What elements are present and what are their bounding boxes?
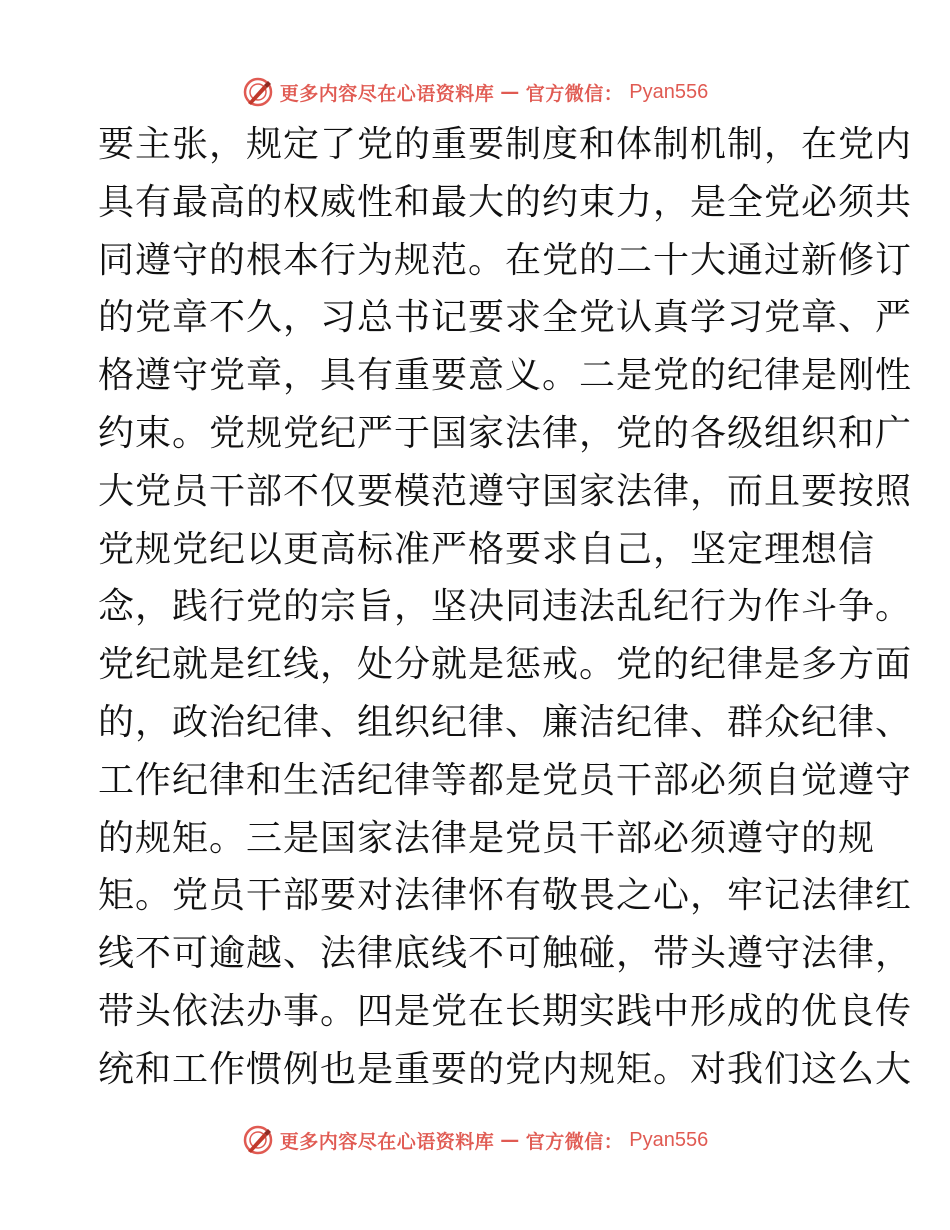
text-line: 大党员干部不仅要模范遵守国家法律，而且要按照 [98,470,913,512]
text-line: 要主张，规定了党的重要制度和体制机制，在党内 [98,124,913,165]
text-line: 念，践行党的宗旨，坚决同违法乱纪行为作斗争。 [98,586,913,628]
text-line: 的，政治纪律、组织纪律、廉洁纪律、群众纪律、 [98,701,913,743]
wechat-label: 官方微信： [525,82,624,105]
text-line: 的党章不久，习总书记要求全党认真学习党章、严 [98,297,913,339]
document-body [98,116,913,1099]
wechat-label: 官方微信： [525,1130,624,1153]
text-line: 的规矩。三是国家法律是党员干部必须遵守的规 [98,817,876,859]
promo-text: 更多内容尽在心语资料库 [279,82,495,105]
wechat-id: Pyan556 [629,80,709,103]
text-line: 线不可逾越、法律底线不可触碰，带头遵守法律， [98,933,913,975]
promo-text: 更多内容尽在心语资料库 [279,1130,495,1153]
banner-dash: — [500,1129,520,1151]
text-line: 同遵守的根本行为规范。在党的二十大通过新修订 [98,239,913,281]
text-line: 统和工作惯例也是重要的党内规矩。对我们这么大 [98,1048,913,1090]
text-line: 工作纪律和生活纪律等都是党员干部必须自觉遵守 [98,759,913,801]
text-line: 带头依法办事。四是党在长期实践中形成的优良传 [98,990,913,1032]
text-line: 约束。党规党纪严于国家法律，党的各级组织和广 [98,412,913,454]
pen-logo-icon [242,76,274,108]
text-line: 格遵守党章，具有重要意义。二是党的纪律是刚性 [98,355,913,397]
wechat-id: Pyan556 [629,1128,709,1151]
text-line: 具有最高的权威性和最大的约束力，是全党必须共 [98,181,913,223]
footer-banner [0,1120,950,1160]
text-line: 党纪就是红线，处分就是惩戒。党的纪律是多方面 [98,644,913,686]
pen-logo-icon [242,1124,274,1156]
text-line: 党规党纪以更高标准严格要求自己，坚定理想信 [98,528,876,570]
header-banner [0,72,950,112]
text-line: 矩。党员干部要对法律怀有敬畏之心，牢记法律红 [98,875,913,917]
banner-dash: — [500,81,520,103]
